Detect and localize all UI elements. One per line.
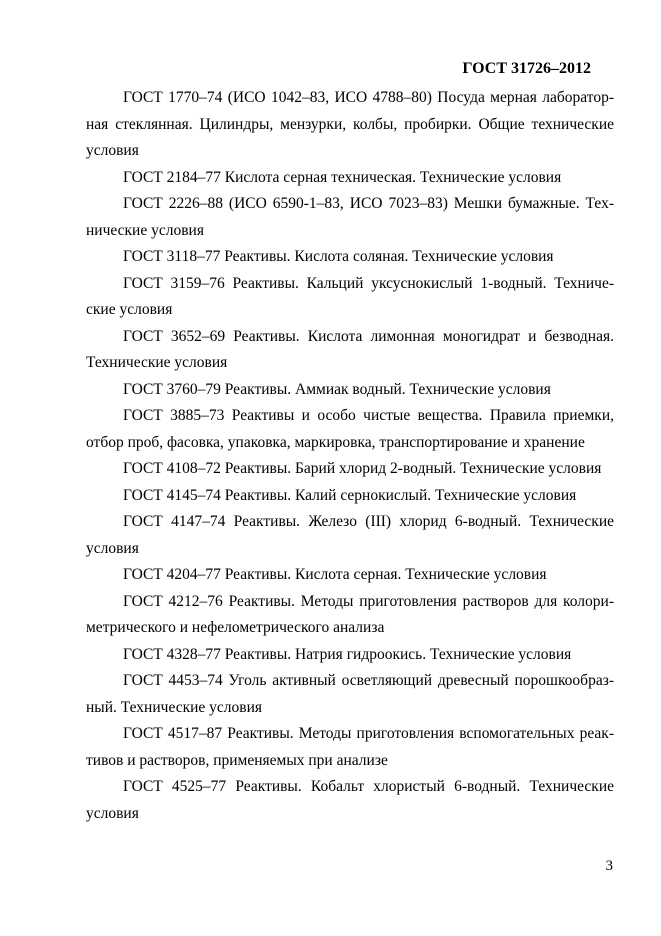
reference-item: ГОСТ 4108–72 Реактивы. Барий хлорид 2-водный. Технические условия [123, 460, 602, 477]
reference-item: ГОСТ 4212–76 Реактивы. Методы приготовления растворов для колори-метрического и нефелометрического анализа [86, 592, 614, 636]
reference-item: ГОСТ 4147–74 Реактивы. Железо (III) хлорид 6-водный. Технические условия [86, 513, 614, 557]
reference-item: ГОСТ 3652–69 Реактивы. Кислота лимонная моногидрат и безводная. Технические условия [86, 327, 614, 371]
reference-item: ГОСТ 3159–76 Реактивы. Кальций уксуснокислый 1-водный. Техниче-ские условия [86, 274, 614, 318]
document-header: ГОСТ 31726–2012 [462, 60, 591, 77]
reference-item: ГОСТ 3118–77 Реактивы. Кислота соляная. Технические условия [123, 248, 554, 265]
reference-item: ГОСТ 4204–77 Реактивы. Кислота серная. Технические условия [123, 566, 547, 583]
reference-item: ГОСТ 4517–87 Реактивы. Методы приготовления вспомогательных реак-тивов и растворов, применяемых при анализе [86, 725, 614, 769]
reference-item: ГОСТ 3760–79 Реактивы. Аммиак водный. Технические условия [123, 380, 551, 398]
reference-item: ГОСТ 2226–88 (ИСО 6590-1–83, ИСО 7023–83) Мешки бумажные. Тех-нические условия [86, 195, 614, 239]
page-number: 3 [605, 858, 613, 874]
reference-item: ГОСТ 4525–77 Реактивы. Кобальт хлористый 6-водный. Технические условия [86, 778, 614, 822]
reference-item: ГОСТ 1770–74 (ИСО 1042–83, ИСО 4788–80) Посуда мерная лаборатор-ная стеклянная. Цилиндры, мензурки, колбы, пробирки. Общие технические условия [86, 89, 614, 159]
reference-item: ГОСТ 4145–74 Реактивы. Калий сернокислый. Технические условия [123, 486, 577, 504]
reference-list [86, 85, 614, 827]
reference-item: ГОСТ 4453–74 Уголь активный осветляющий древесный порошкообраз-ный. Технические условия [86, 672, 614, 716]
reference-item: ГОСТ 3885–73 Реактивы и особо чистые вещества. Правила приемки, отбор проб, фасовка, упаковка, маркировка, транспортирование и хранение [86, 407, 614, 451]
reference-item: ГОСТ 4328–77 Реактивы. Натрия гидроокись. Технические условия [123, 645, 572, 663]
reference-item: ГОСТ 2184–77 Кислота серная техническая. Технические условия [123, 168, 562, 186]
